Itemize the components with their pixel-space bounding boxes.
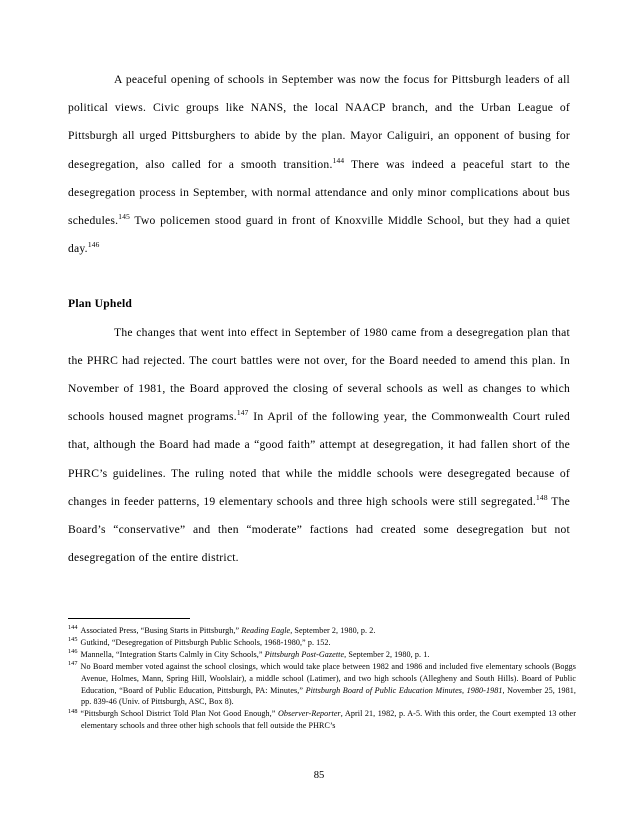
citation-title: Pittsburgh Post-Gazette	[264, 649, 345, 659]
footnote-item: $^{145}$ Gutkind, “Desegregation of Pittsburgh Public Schools, 1968-1980,” p. 152.	[68, 636, 331, 647]
footnote-list	[68, 625, 576, 732]
page-number: 85	[313, 770, 325, 781]
citation-title: Observer-Reporter	[277, 709, 341, 719]
footnote-separator-rule	[68, 618, 190, 619]
paragraph-2: The changes that went into effect in September of 1980 came from a desegregation plan that the PHRC had rejected. The court battles were not over, for the Board needed to amend this plan. In November of 1981, the Board approved the closing of several schools as well as changes to which schools housed magnet programs.$^{147}$ In April of the following year, the Commonwealth Court ruled that, although the Board had made a “good faith” attempt at desegregation, it had fallen short of the PHRC’s guidelines. The ruling noted that while the middle schools were desegregated because of changes in feeder patterns, 19 elementary schools and three high schools were still segregated.$^{148}$ The Board’s “conservative” and then “moderate” factions had created some desegregation but not desegregation of the entire district.	[68, 325, 571, 565]
document-body	[68, 66, 570, 572]
section-heading-plan-upheld: Plan Upheld	[68, 297, 133, 311]
footnote-reference[interactable]: 144	[332, 155, 345, 165]
footnote-number: 148	[68, 707, 78, 715]
footnote-item: $^{146}$ Mannella, “Integration Starts Calmly in City Schools,” Pittsburgh Post-Gazette, September 2, 1980, p. 1.	[68, 648, 430, 659]
footnote-reference[interactable]: 145	[118, 212, 131, 222]
footnote-number: 144	[68, 624, 78, 632]
footnote-item: $^{148}$ “Pittsburgh School District Told Plan Not Good Enough,” Observer-Reporter, April 21, 1982, p. A-5. With this order, the Court exempted 13 other elementary schools and three other high schools that fell outside the PHRC’s	[68, 707, 576, 731]
paragraph-1: A peaceful opening of schools in September was now the focus for Pittsburgh leaders of all political views. Civic groups like NANS, the local NAACP branch, and the Urban League of Pittsburgh all urged Pittsburghers to abide by the plan. Mayor Caliguiri, an opponent of busing for desegregation, also called for a smooth transition.$^{144}$ There was indeed a peaceful start to the desegregation process in September, with normal attendance and only minor complications about bus schedules.$^{145}$ Two policemen stood guard in front of Knoxville Middle School, but they had a quiet day.$^{146}$	[68, 73, 571, 256]
footnote-reference[interactable]: 148	[535, 492, 548, 502]
footnote-reference[interactable]: 147	[236, 408, 249, 418]
footnote-item: $^{144}$ Associated Press, “Busing Starts in Pittsburgh,” Reading Eagle, September 2, 1980, p. 2.	[68, 624, 376, 635]
citation-title: Pittsburgh Board of Public Education Minutes, 1980-1981	[305, 685, 503, 695]
footnote-item: $^{147}$ No Board member voted against the school closings, which would take place between 1982 and 1986 and included five elementary schools (Boggs Avenue, Holmes, Mann, Spring Hill, Woolslair), a middle school (Latimer), and two high schools (Allegheny and South Hills). Board of Public Education, “Board of Public Education, Pittsburgh, PA: Minutes,” Pittsburgh Board of Public Education Minutes, 1980-1981, November 25, 1981, pp. 839-46 (Univ. of Pittsburgh, ASC, Box 8).	[68, 660, 576, 707]
footnote-number: 147	[68, 660, 78, 668]
footnote-reference[interactable]: 146	[87, 240, 100, 250]
footnote-number: 146	[68, 648, 78, 656]
footnote-number: 145	[68, 636, 78, 644]
citation-title: Reading Eagle	[241, 626, 291, 635]
footnotes-section	[68, 618, 576, 732]
